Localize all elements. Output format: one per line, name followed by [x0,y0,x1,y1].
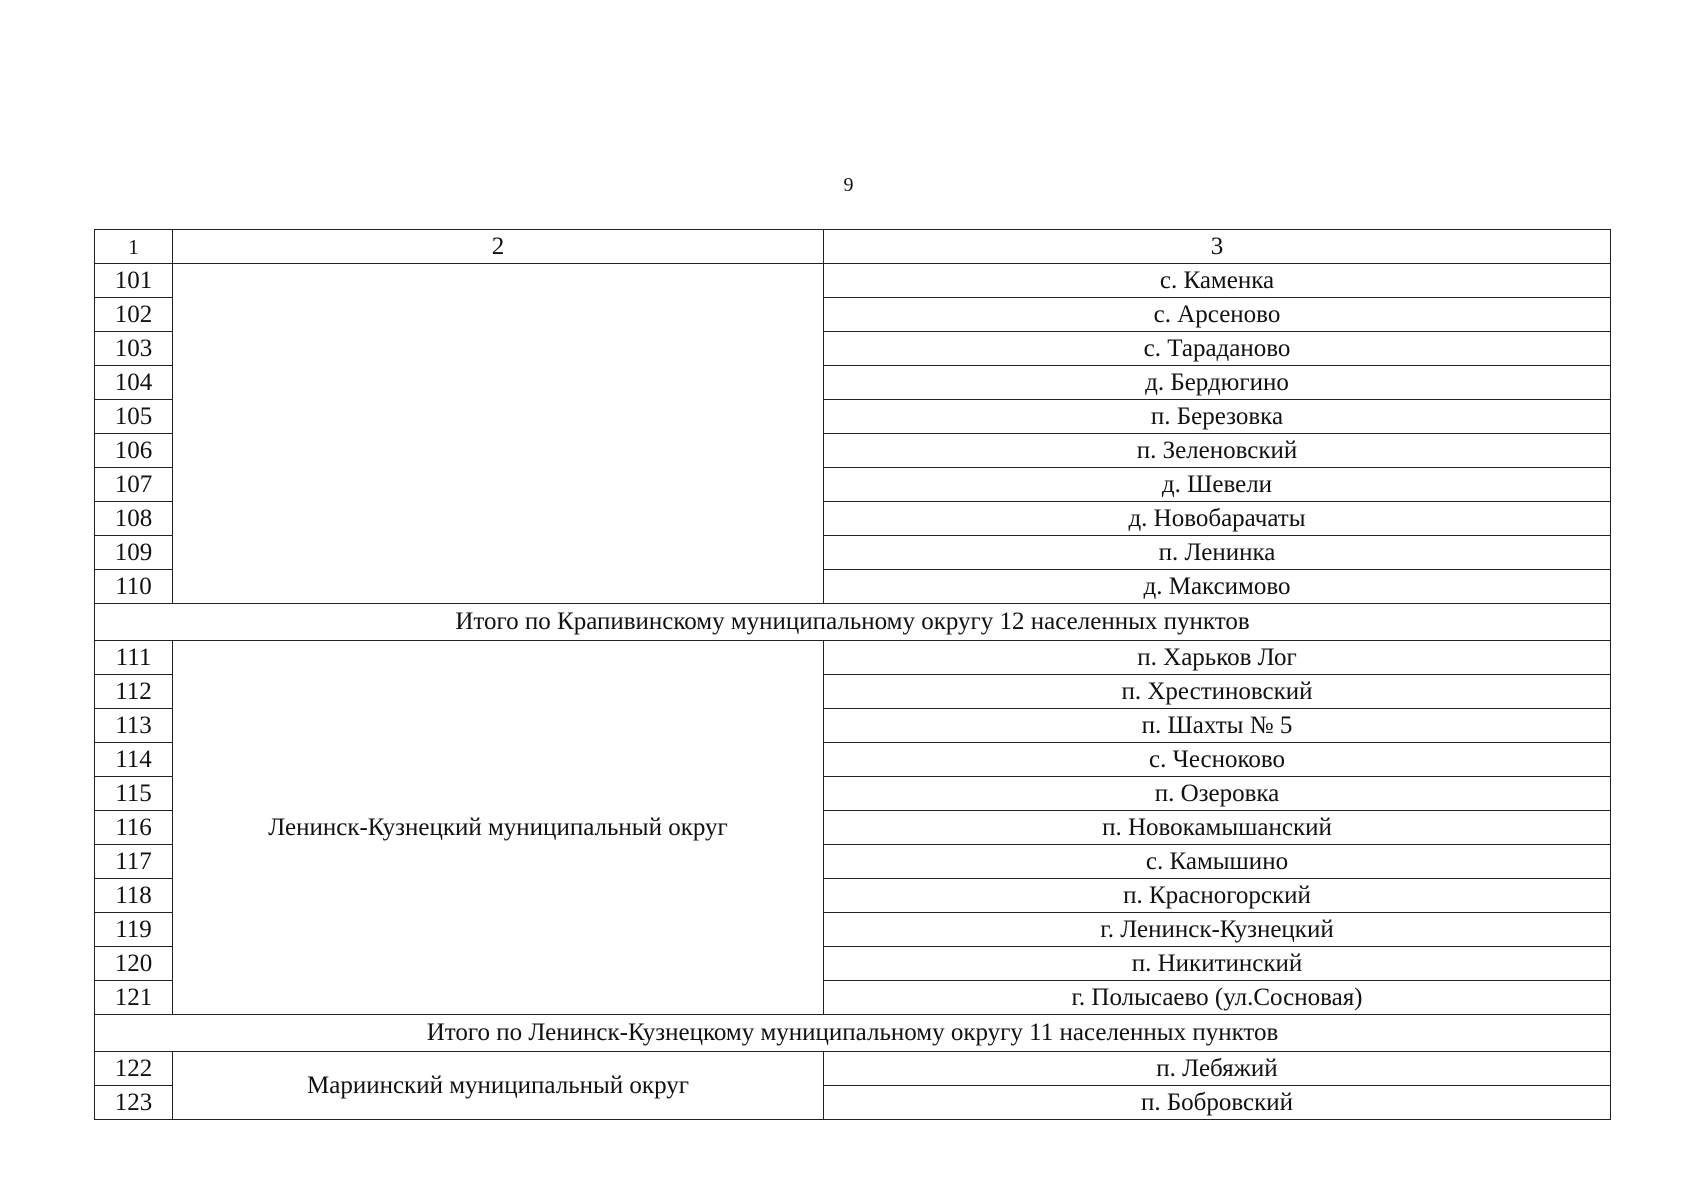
settlement-name: п. Красногорский [824,879,1611,913]
settlement-name: п. Зеленовский [824,434,1611,468]
row-number: 123 [95,1086,173,1120]
settlement-name: п. Лебяжий [824,1052,1611,1086]
settlement-name: п. Березовка [824,400,1611,434]
row-number: 118 [95,879,173,913]
column-number-2: 2 [173,230,824,264]
settlement-name: п. Бобровский [824,1086,1611,1120]
row-number: 109 [95,536,173,570]
row-number: 114 [95,743,173,777]
row-number: 111 [95,641,173,675]
row-number: 115 [95,777,173,811]
row-number: 121 [95,981,173,1015]
settlement-name: п. Никитинский [824,947,1611,981]
settlement-name: г. Ленинск-Кузнецкий [824,913,1611,947]
settlement-name: с. Тараданово [824,332,1611,366]
settlement-name: п. Новокамышанский [824,811,1611,845]
settlement-name: п. Харьков Лог [824,641,1611,675]
district-total-text: Итого по Крапивинскому муниципальному округу 12 населенных пунктов [95,604,1611,641]
row-number: 101 [95,264,173,298]
row-number: 107 [95,468,173,502]
row-number: 113 [95,709,173,743]
district-name: Ленинск-Кузнецкий муниципальный округ [173,641,824,1015]
column-number-1: 1 [95,230,173,264]
table-row [95,641,1611,675]
settlement-name: п. Ленинка [824,536,1611,570]
row-number: 104 [95,366,173,400]
row-number: 102 [95,298,173,332]
row-number: 122 [95,1052,173,1086]
district-name: Мариинский муниципальный округ [173,1052,824,1120]
table-body [95,230,1611,1120]
row-number: 108 [95,502,173,536]
district-name [173,264,824,604]
district-total-row [95,604,1611,641]
row-number: 119 [95,913,173,947]
row-number: 106 [95,434,173,468]
district-total-text: Итого по Ленинск-Кузнецкому муниципальному округу 11 населенных пунктов [95,1015,1611,1052]
settlement-name: д. Шевели [824,468,1611,502]
settlement-name: д. Бердюгино [824,366,1611,400]
row-number: 116 [95,811,173,845]
row-number: 105 [95,400,173,434]
settlement-name: с. Арсеново [824,298,1611,332]
settlement-name: п. Озеровка [824,777,1611,811]
district-total-row [95,1015,1611,1052]
row-number: 103 [95,332,173,366]
settlement-name: д. Новобарачаты [824,502,1611,536]
settlement-name: п. Хрестиновский [824,675,1611,709]
settlements-table [94,229,1611,1120]
row-number: 110 [95,570,173,604]
settlement-name: с. Чесноково [824,743,1611,777]
table-row [95,264,1611,298]
row-number: 112 [95,675,173,709]
column-number-row [95,230,1611,264]
table-row [95,1052,1611,1086]
row-number: 117 [95,845,173,879]
settlement-name: п. Шахты № 5 [824,709,1611,743]
column-number-3: 3 [824,230,1611,264]
page-number: 9 [843,174,854,196]
settlement-name: д. Максимово [824,570,1611,604]
settlement-name: с. Каменка [824,264,1611,298]
row-number: 120 [95,947,173,981]
settlement-name: с. Камышино [824,845,1611,879]
settlement-name: г. Полысаево (ул.Сосновая) [824,981,1611,1015]
